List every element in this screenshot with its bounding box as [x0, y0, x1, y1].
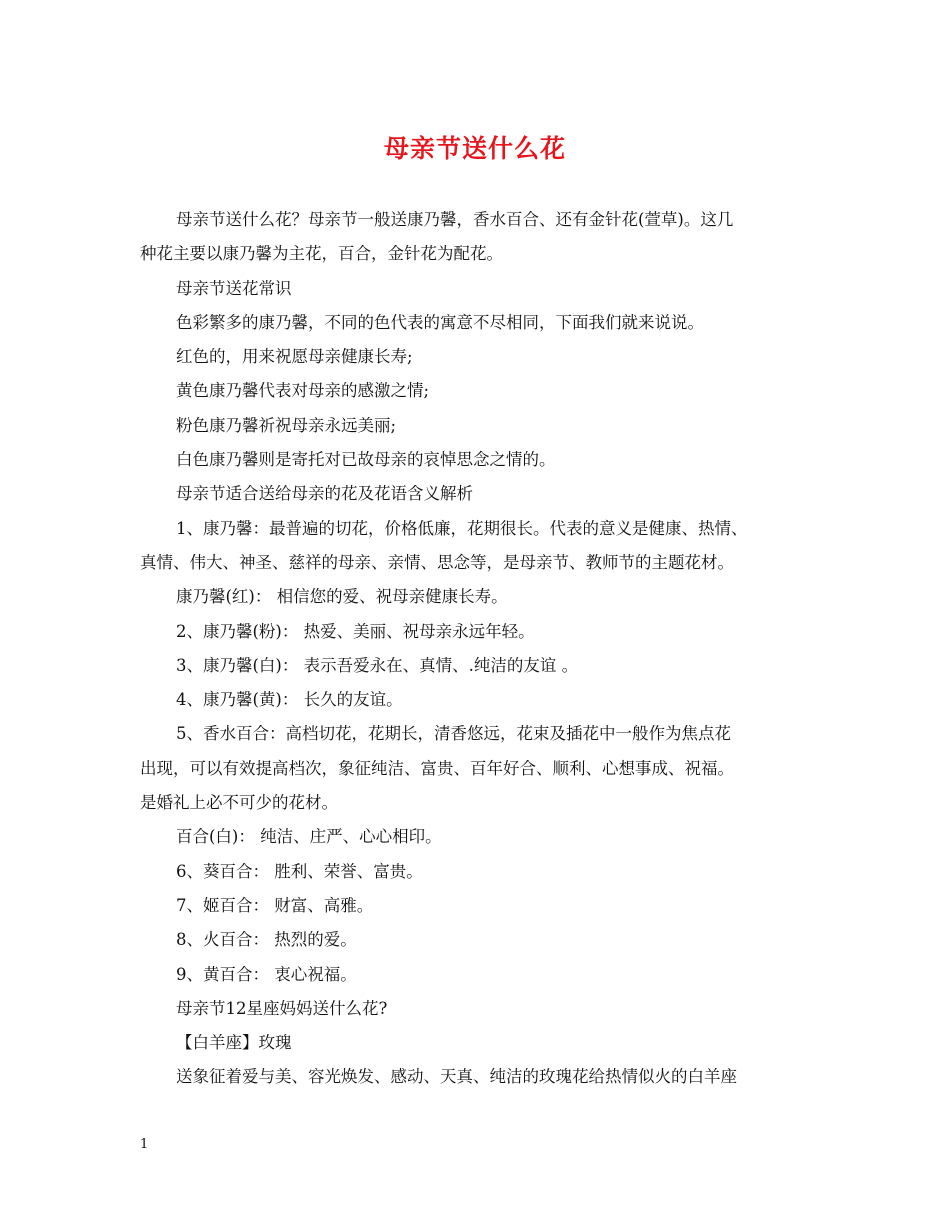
text-line: 种花主要以康乃馨为主花，百合，金针花为配花。 [140, 244, 503, 264]
text-line: 8、火百合： 热烈的爱。 [176, 930, 357, 950]
text-line: 真情、伟大、神圣、慈祥的母亲、亲情、思念等，是母亲节、教师节的主题花材。 [140, 552, 734, 572]
document-title: 母亲节送什么花 [383, 134, 566, 163]
text-line: 是婚礼上必不可少的花材。 [140, 793, 338, 813]
text-line: 1、康乃馨：最普遍的切花，价格低廉，花期很长。代表的意义是健康、热情、 [176, 518, 748, 538]
text-line: 康乃馨(红)： 相信您的爱、祝母亲健康长寿。 [176, 587, 508, 607]
text-line: 4、康乃馨(黄)： 长久的友谊。 [176, 690, 403, 710]
text-line: 9、黄百合： 衷心祝福。 [176, 964, 357, 984]
text-line: 母亲节12星座妈妈送什么花? [176, 998, 388, 1018]
text-line: 黄色康乃馨代表对母亲的感激之情; [176, 381, 430, 401]
text-line: 粉色康乃馨祈祝母亲永远美丽; [176, 415, 397, 435]
text-line: 【白羊座】玫瑰 [176, 1033, 292, 1053]
text-line: 3、康乃馨(白)： 表示吾爱永在、真情、.纯洁的友谊 。 [176, 655, 579, 675]
text-line: 5、香水百合：高档切花，花期长，清香悠远，花束及插花中一般作为焦点花 [176, 724, 731, 744]
text-line: 7、姬百合： 财富、高雅。 [176, 895, 374, 915]
text-line: 白色康乃馨则是寄托对已故母亲的哀悼思念之情的。 [176, 450, 556, 470]
text-line: 母亲节适合送给母亲的花及花语含义解析 [176, 484, 473, 504]
page-number: 1 [140, 1137, 149, 1152]
text-line: 母亲节送什么花？母亲节一般送康乃馨，香水百合、还有金针花(萱草)。这几 [176, 210, 734, 229]
text-line: 出现，可以有效提高档次，象征纯洁、富贵、百年好合、顺利、心想事成、祝福。 [140, 758, 734, 778]
document-body [140, 203, 830, 1095]
text-line: 色彩繁多的康乃馨，不同的色代表的寓意不尽相同，下面我们就来说说。 [176, 312, 704, 332]
text-line: 送象征着爱与美、容光焕发、感动、天真、纯洁的玫瑰花给热情似火的白羊座 [176, 1067, 737, 1087]
text-line: 6、葵百合： 胜利、荣誉、富贵。 [176, 861, 423, 881]
text-line: 母亲节送花常识 [176, 278, 292, 298]
text-line: 红色的，用来祝愿母亲健康长寿; [176, 347, 413, 367]
text-line: 百合(白)： 纯洁、庄严、心心相印。 [176, 827, 442, 847]
text-line: 2、康乃馨(粉)： 热爱、美丽、祝母亲永远年轻。 [176, 621, 535, 641]
